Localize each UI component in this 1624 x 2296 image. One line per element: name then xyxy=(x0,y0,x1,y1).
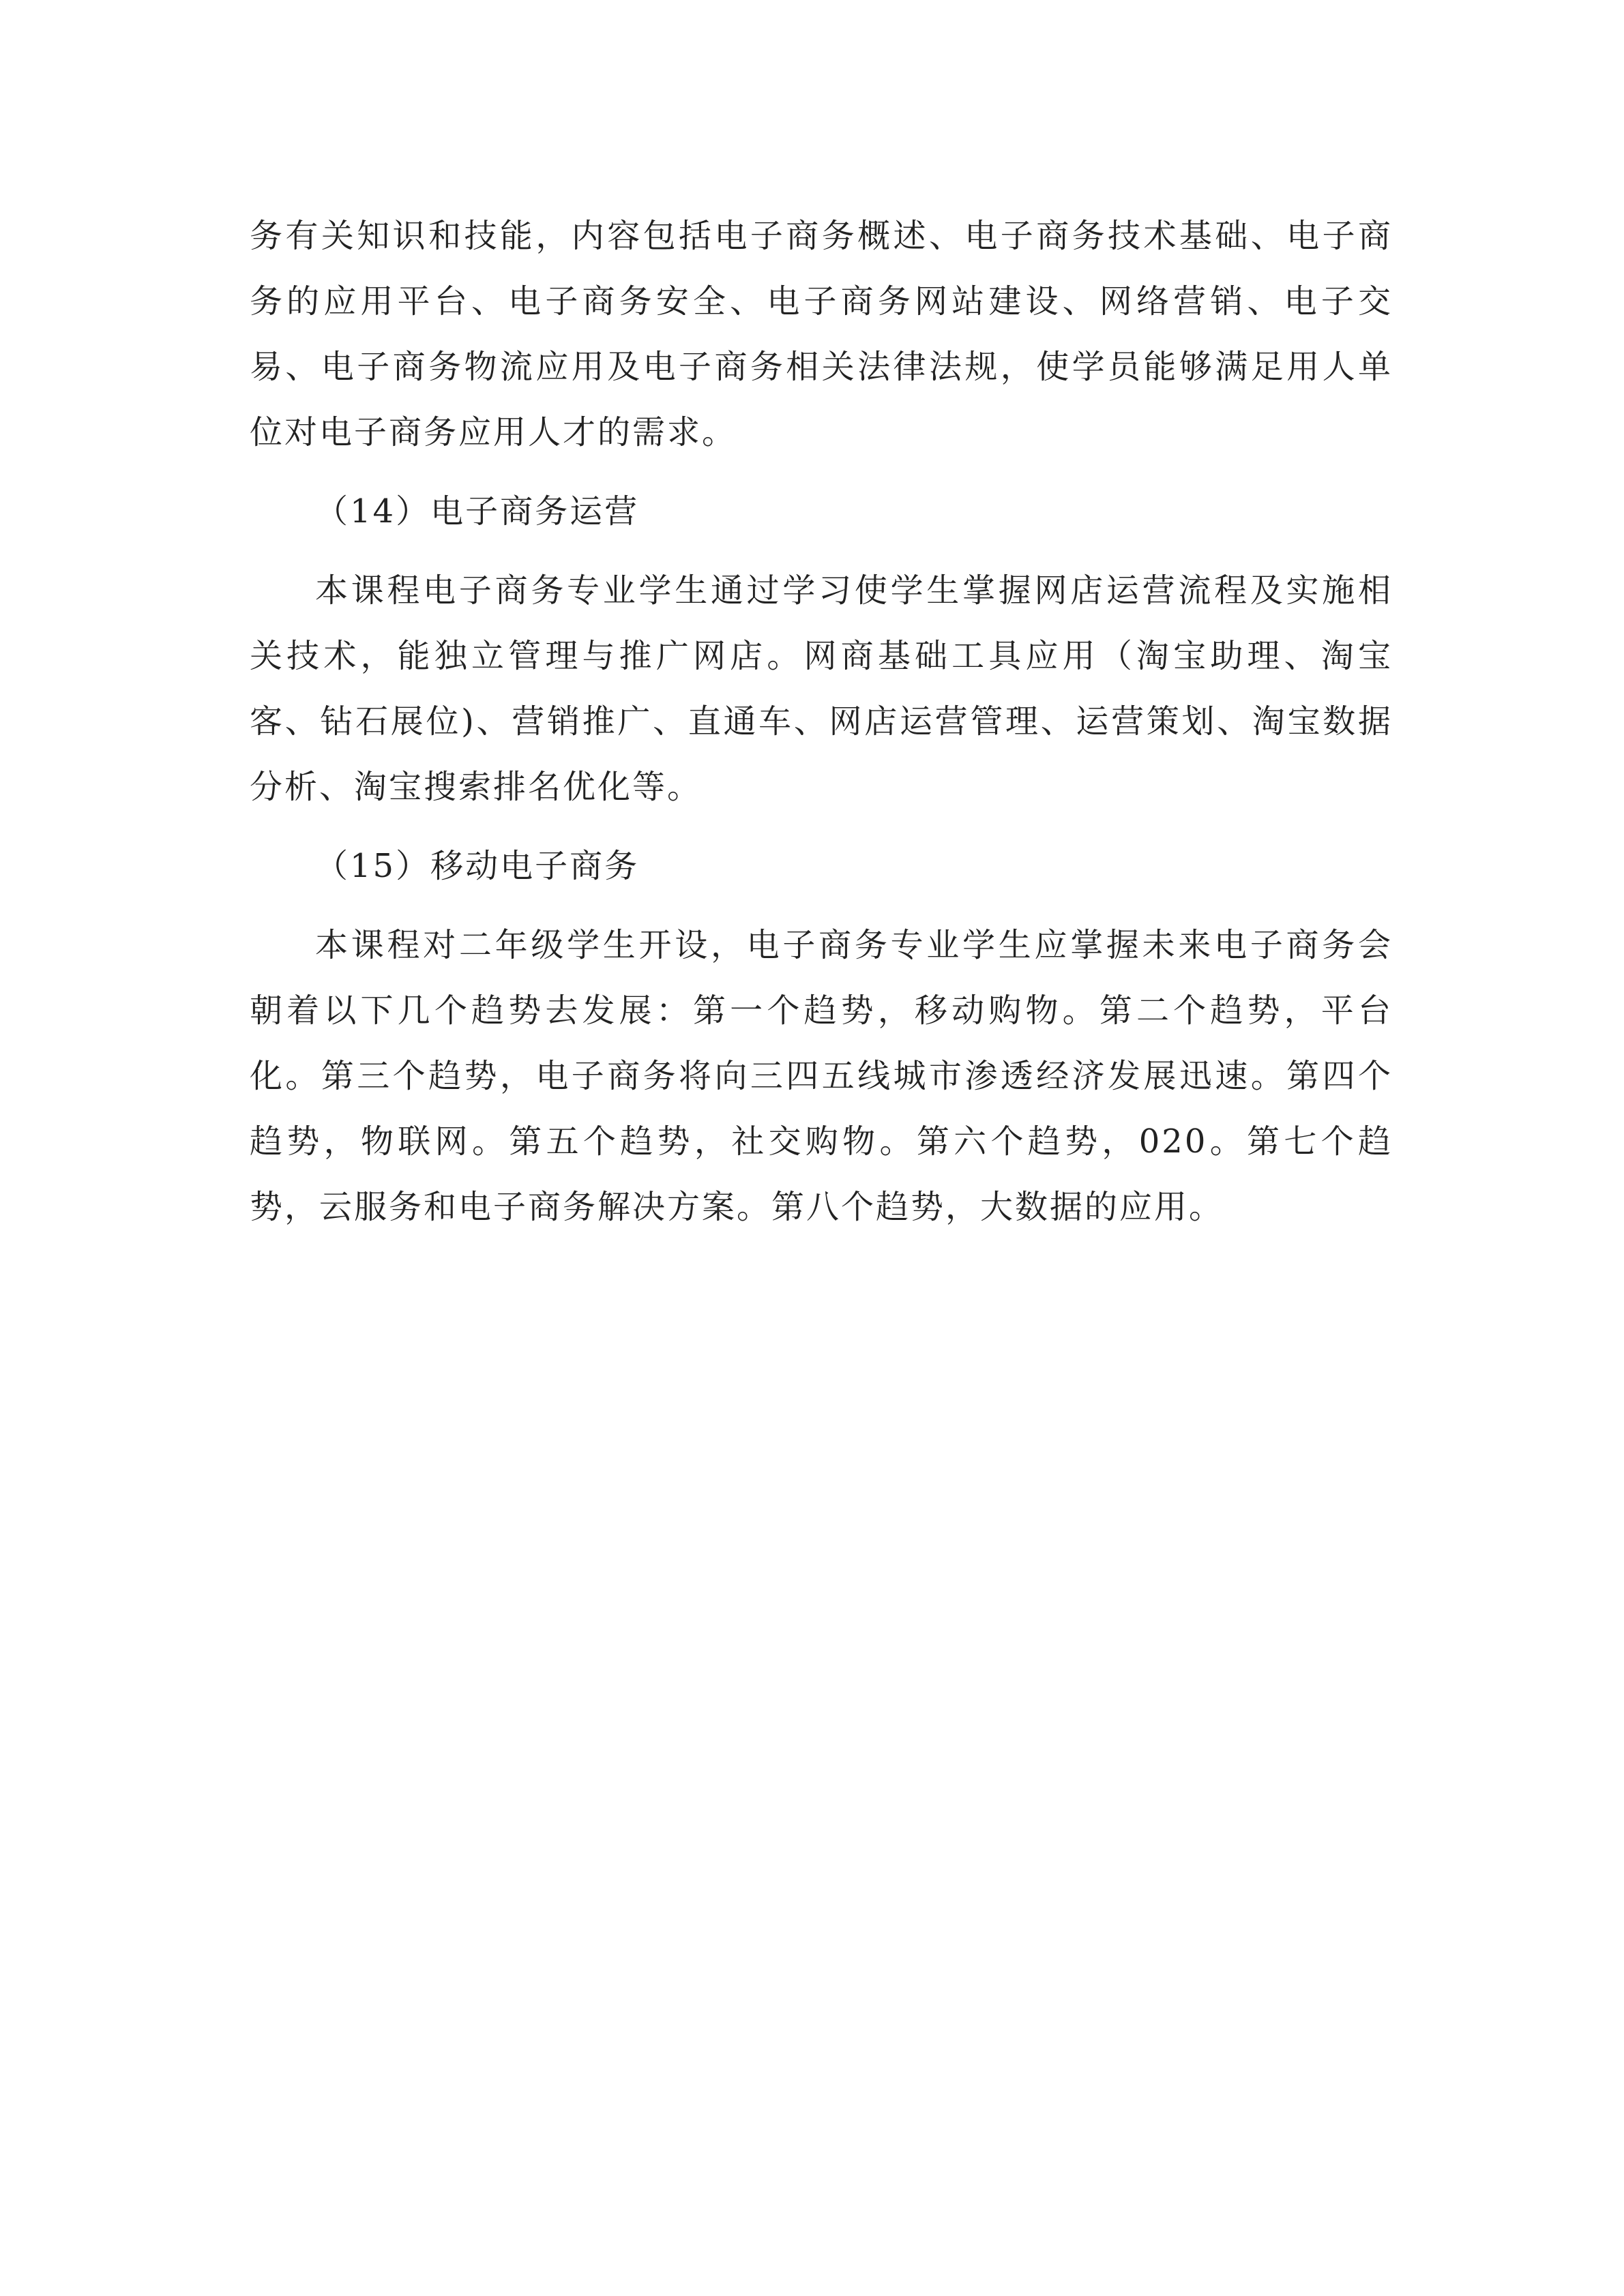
spacer xyxy=(250,544,1393,558)
heading-14-ecommerce-operations: （14）电子商务运营 xyxy=(315,492,640,531)
paragraph-ecommerce-operations: 本课程电子商务专业学生通过学习使学生掌握网店运营流程及实施相关技术，能独立管理与推广网店。网商基础工具应用（淘宝助理、淘宝客、钻石展位)、营销推广、直通车、网店运营管理、运营策划、淘宝数据分析、淘宝搜索排名优化等。 xyxy=(250,571,1393,806)
paragraph-mobile-ecommerce: 本课程对二年级学生开设，电子商务专业学生应掌握未来电子商务会朝着以下几个趋势去发展：第一个趋势，移动购物。第二个趋势，平台化。第三个趋势，电子商务将向三四五线城市渗透经济发展迅速。第四个趋势，物联网。第五个趋势，社交购物。第六个趋势，020。第七个趋势，云服务和电子商务解决方案。第八个趋势，大数据的应用。 xyxy=(250,926,1393,1226)
spacer xyxy=(250,820,1393,833)
spacer xyxy=(250,465,1393,479)
document-body xyxy=(250,203,1393,1240)
heading-15-mobile-ecommerce: （15）移动电子商务 xyxy=(315,847,640,885)
paragraph-ecommerce-intro-continued: 务有关知识和技能，内容包括电子商务概述、电子商务技术基础、电子商务的应用平台、电子商务安全、电子商务网站建设、网络营销、电子交易、电子商务物流应用及电子商务相关法律法规，使学员能够满足用人单位对电子商务应用人才的需求。 xyxy=(250,217,1393,451)
spacer xyxy=(250,899,1393,912)
